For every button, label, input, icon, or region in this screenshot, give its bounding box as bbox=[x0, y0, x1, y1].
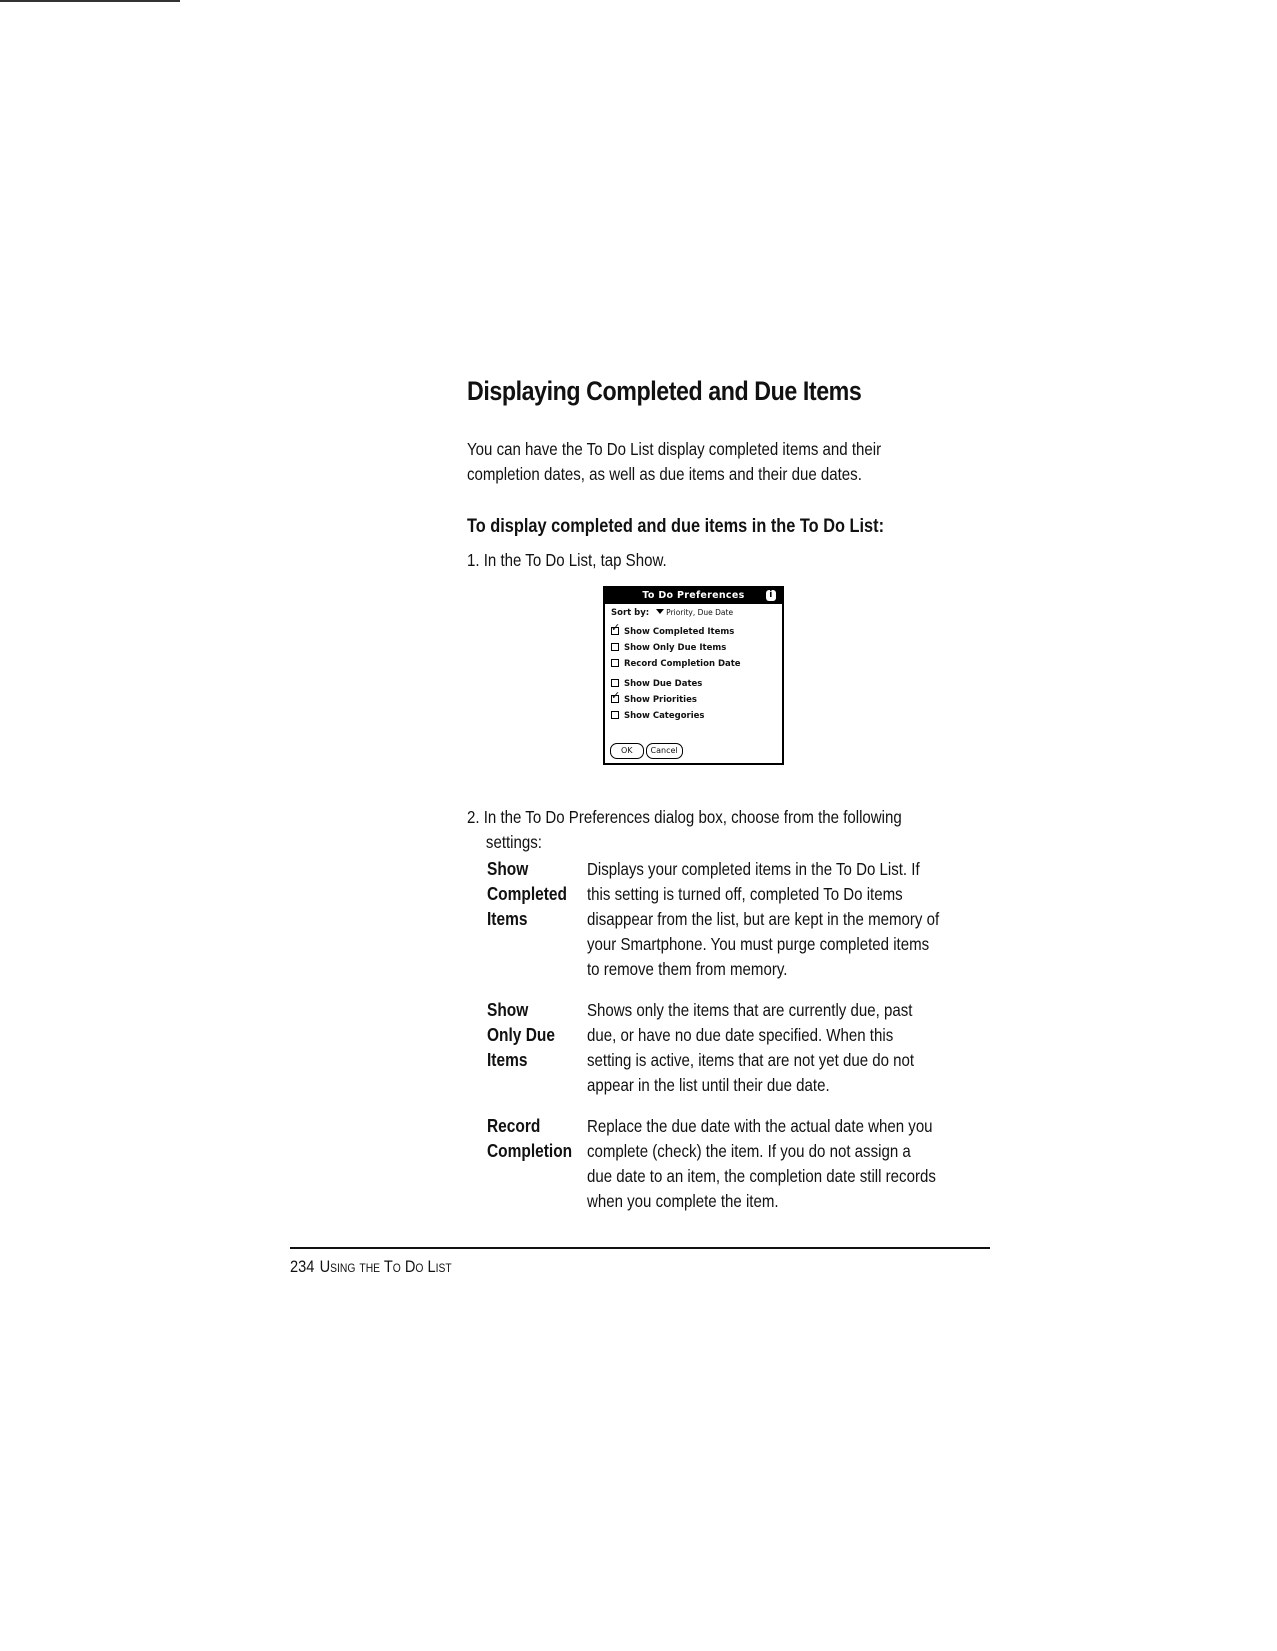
procedure-heading: To display completed and due items in the To Do List: bbox=[467, 516, 885, 537]
checkbox-unchecked[interactable] bbox=[611, 659, 619, 667]
option-label: Record Completion Date bbox=[624, 659, 741, 669]
term-line: Only Due bbox=[487, 1025, 555, 1045]
setting-description: Displays your completed items in the To Do List. If this setting is turned off, completed To Do items disappear from the list, but are kept in the memory of your Smartphone. You must purge completed items to remove them from memory. bbox=[587, 859, 940, 979]
term-line: Record bbox=[487, 1116, 541, 1136]
setting-show-completed-items bbox=[487, 857, 1007, 982]
step-2-line: 2. In the To Do Preferences dialog box, choose from the following bbox=[467, 807, 902, 827]
option-group-display bbox=[605, 672, 782, 724]
term-line: Completion bbox=[487, 1141, 573, 1161]
intro-line: You can have the To Do List display completed items and their bbox=[467, 439, 882, 459]
option-label: Show Categories bbox=[624, 711, 705, 721]
term-line: Completed bbox=[487, 884, 567, 904]
to-do-preferences-dialog bbox=[603, 586, 784, 765]
ok-button[interactable]: OK bbox=[610, 743, 644, 759]
option-show-completed-items[interactable] bbox=[611, 624, 776, 640]
option-show-only-due-items[interactable] bbox=[611, 640, 776, 656]
dialog-title-bar bbox=[605, 588, 782, 604]
cancel-button[interactable]: Cancel bbox=[646, 743, 683, 759]
top-edge-rule bbox=[0, 0, 180, 2]
step-2-line: settings: bbox=[485, 832, 542, 852]
term-line: Items bbox=[487, 909, 528, 929]
settings-table bbox=[487, 857, 1007, 1230]
setting-term bbox=[487, 1114, 573, 1214]
setting-description: Shows only the items that are currently due, past due, or have no due date specified. When this setting is active, items that are not yet due do not appear in the list until their due date. bbox=[587, 1000, 915, 1095]
info-icon[interactable]: i bbox=[766, 590, 776, 601]
sort-by-row bbox=[605, 604, 782, 618]
checkbox-unchecked[interactable] bbox=[611, 711, 619, 719]
option-label: Show Due Dates bbox=[624, 679, 703, 689]
page-footer bbox=[290, 1257, 452, 1277]
checkbox-checked[interactable] bbox=[611, 627, 619, 635]
setting-show-only-due-items bbox=[487, 998, 1007, 1098]
checkbox-unchecked[interactable] bbox=[611, 679, 619, 687]
option-record-completion-date[interactable] bbox=[611, 656, 776, 672]
sort-by-value[interactable]: Priority, Due Date bbox=[666, 608, 734, 617]
setting-term bbox=[487, 998, 573, 1098]
dialog-buttons bbox=[610, 743, 685, 759]
intro-paragraph bbox=[467, 437, 983, 487]
footer-section-title: Using the To Do List bbox=[319, 1257, 452, 1276]
dialog-title: To Do Preferences bbox=[642, 590, 745, 601]
section-heading: Displaying Completed and Due Items bbox=[467, 376, 862, 406]
option-group-items bbox=[605, 618, 782, 672]
checkbox-checked[interactable] bbox=[611, 695, 619, 703]
setting-description: Replace the due date with the actual date when you complete (check) the item. If you do not assign a due date to an item, the completion date still records when you complete the item. bbox=[587, 1116, 936, 1211]
option-label: Show Completed Items bbox=[624, 627, 735, 637]
page-number: 234 bbox=[290, 1257, 315, 1276]
checkbox-unchecked[interactable] bbox=[611, 643, 619, 651]
step-1: 1. In the To Do List, tap Show. bbox=[467, 550, 667, 570]
setting-term bbox=[487, 857, 573, 982]
setting-record-completion bbox=[487, 1114, 1007, 1214]
step-2 bbox=[467, 805, 974, 855]
sort-by-label: Sort by: bbox=[611, 608, 650, 618]
option-show-due-dates[interactable] bbox=[611, 676, 776, 692]
option-label: Show Only Due Items bbox=[624, 643, 727, 653]
intro-line: completion dates, as well as due items and their due dates. bbox=[467, 464, 862, 484]
dropdown-arrow-icon[interactable] bbox=[656, 609, 664, 614]
term-line: Show bbox=[487, 859, 529, 879]
term-line: Items bbox=[487, 1050, 528, 1070]
term-line: Show bbox=[487, 1000, 529, 1020]
option-show-categories[interactable] bbox=[611, 708, 776, 724]
option-label: Show Priorities bbox=[624, 695, 697, 705]
footer-rule bbox=[290, 1247, 990, 1249]
option-show-priorities[interactable] bbox=[611, 692, 776, 708]
